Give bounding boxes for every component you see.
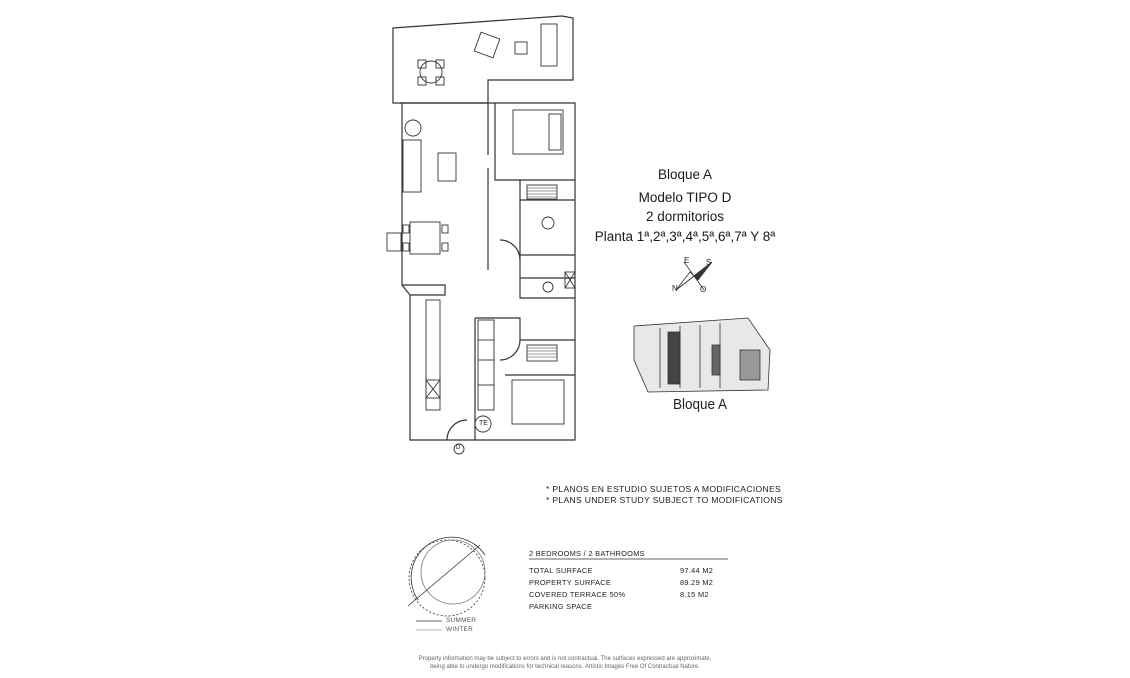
model-title: Modelo TIPO D [638, 190, 732, 205]
surface-row [529, 590, 729, 601]
surface-row-label: TOTAL SURFACE [529, 566, 593, 575]
d-label: D [456, 445, 461, 451]
surface-row-value: 97.44 M2 [680, 566, 714, 575]
disclaimer-line-2: being able to undergo modifications for technical reasons. Artistic Images Free Of Contractual Nature. [430, 664, 700, 670]
terrace-outline [393, 16, 573, 103]
surface-row-label: COVERED TERRACE 50% [529, 590, 626, 599]
block-title: Bloque A [657, 167, 713, 182]
compass-label-n: N [672, 284, 678, 293]
surface-row-label: PARKING SPACE [529, 602, 593, 611]
surface-row-label: PROPERTY SURFACE [529, 578, 612, 587]
bedrooms-title: 2 dormitorios [645, 209, 725, 224]
disclaimer-line-1: Property information may be subject to errors and is not contractual. The surfaces expressed are approximate, [418, 656, 712, 662]
key-plan-label: Bloque A [672, 396, 728, 413]
compass-label-o: O [700, 285, 707, 294]
surface-row-value: 89.29 M2 [680, 578, 714, 587]
surface-row-value: 8.15 M2 [680, 590, 709, 599]
compass-label-e: E [684, 256, 690, 265]
legend-summer: SUMMER [446, 617, 477, 624]
note-spanish: * PLANOS EN ESTUDIO SUJETOS A MODIFICACIONES [546, 484, 782, 494]
surface-table-header: 2 BEDROOMS / 2 BATHROOMS [529, 549, 645, 558]
key-plan [634, 318, 770, 392]
compass-label-s: S [706, 258, 712, 267]
floors-title: Planta 1ª,2ª,3ª,4ª,5ª,6ª,7ª Y 8ª [594, 229, 776, 244]
legend-winter: WINTER [446, 626, 474, 633]
note-english: * PLANS UNDER STUDY SUBJECT TO MODIFICATIONS [546, 495, 783, 505]
surface-row [529, 566, 729, 577]
surface-row [529, 578, 729, 589]
surface-row [529, 602, 729, 613]
te-label: TE [479, 420, 488, 427]
